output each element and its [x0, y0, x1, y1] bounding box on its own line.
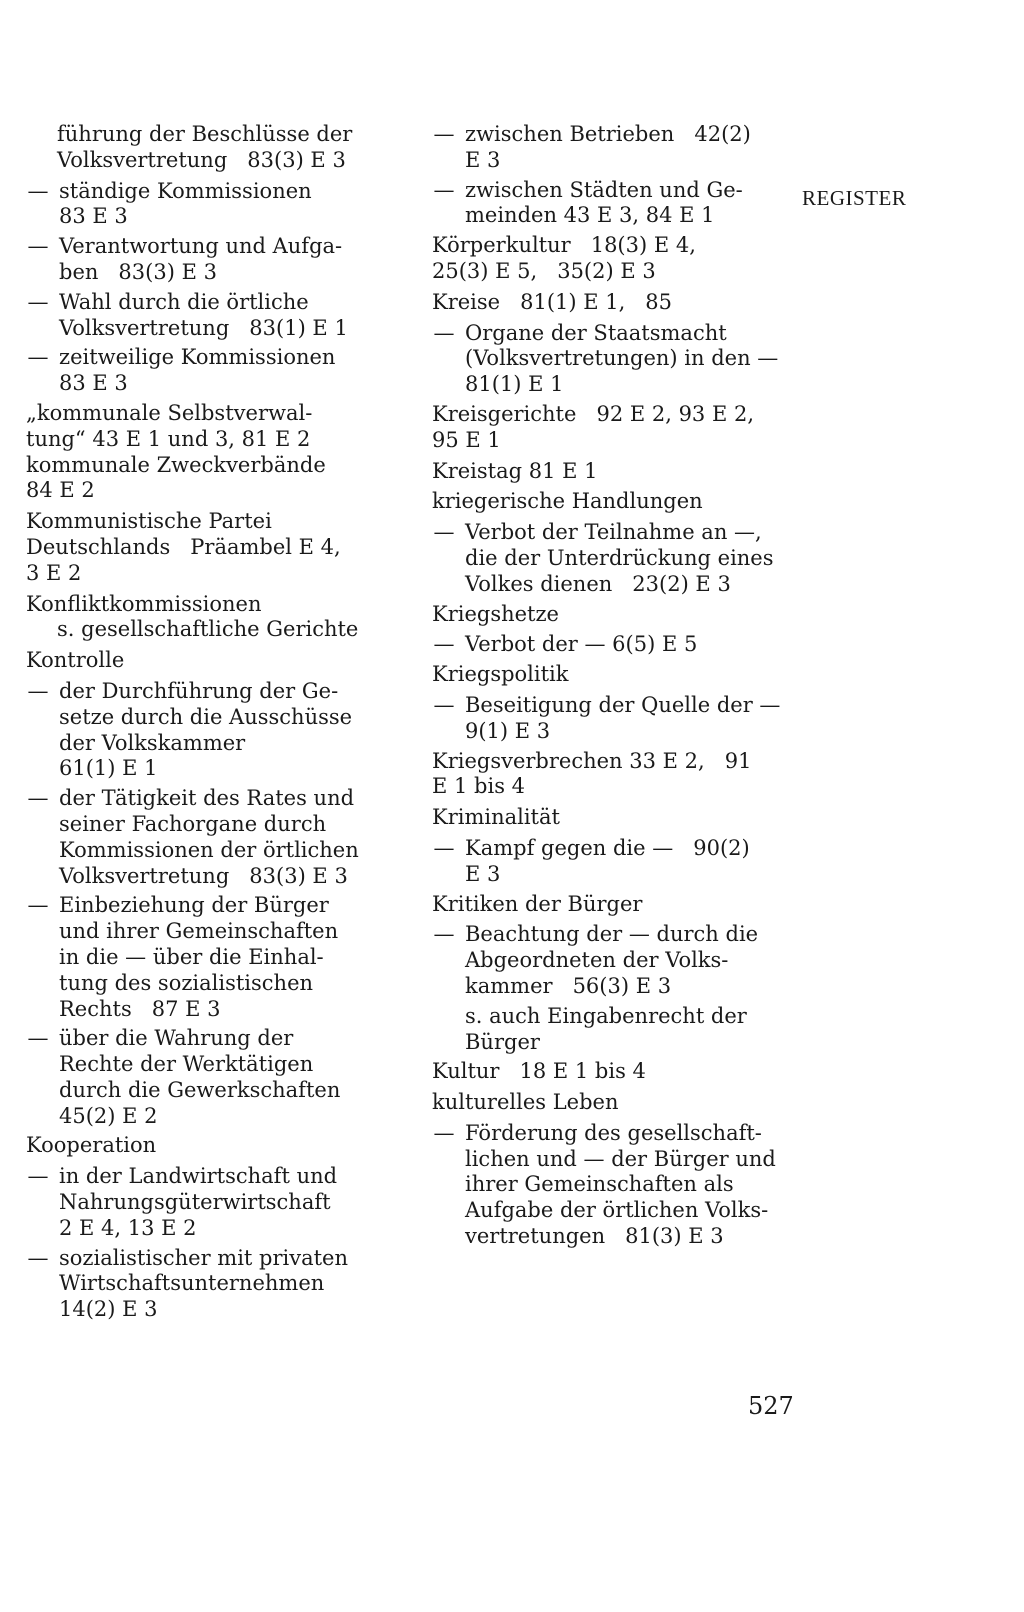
index-line: s. gesellschaftliche Gerichte — [57, 617, 359, 642]
index-term — [432, 1059, 780, 1085]
index-subentry — [26, 234, 378, 286]
index-line: Wirtschaftsunternehmen — [59, 1271, 325, 1296]
index-line: zwischen Städten und Ge- — [465, 177, 743, 202]
index-line: Kriminalität — [432, 805, 560, 830]
index-subentry — [432, 693, 780, 745]
index-line: kommunale Zweckverbände — [26, 452, 326, 477]
index-line: 14(2) E 3 — [59, 1297, 158, 1322]
index-line: zwischen Betrieben 42(2) — [465, 122, 751, 146]
index-line: kulturelles Leben — [432, 1090, 619, 1115]
index-entry — [26, 122, 378, 174]
index-line: in die — über die Einhal- — [59, 944, 324, 969]
index-term — [432, 402, 780, 454]
index-subentry — [26, 1246, 378, 1323]
index-term — [432, 602, 780, 628]
index-line: s. auch Eingabenrecht der — [465, 1003, 747, 1028]
index-subentry — [432, 1121, 780, 1250]
index-line: der Volkskammer — [59, 730, 246, 755]
index-subentry — [26, 1164, 378, 1241]
index-line: Abgeordneten der Volks- — [465, 948, 729, 973]
index-line: Förderung des gesellschaft- — [465, 1120, 762, 1145]
subentry-dash: — — [433, 692, 455, 717]
index-line: die der Unterdrückung eines — [465, 545, 774, 570]
index-column-left — [26, 122, 378, 1327]
index-term — [432, 489, 780, 515]
index-line: Volksvertretung 83(3) E 3 — [59, 863, 348, 888]
index-subentry — [26, 786, 378, 889]
index-line: über die Wahrung der — [59, 1026, 294, 1051]
index-line: Körperkultur 18(3) E 4, — [432, 233, 696, 258]
subentry-dash: — — [27, 893, 49, 918]
index-term — [26, 401, 378, 504]
index-line: ständige Kommissionen — [59, 178, 312, 203]
index-line: Kritiken der Bürger — [432, 891, 643, 916]
index-term — [432, 233, 780, 285]
subentry-dash: — — [433, 177, 455, 202]
index-line: 81(1) E 1 — [465, 372, 564, 397]
subentry-dash: — — [433, 632, 455, 657]
index-entry — [432, 1004, 780, 1056]
index-term — [432, 749, 780, 801]
index-line: der Durchführung der Ge- — [59, 678, 339, 703]
index-line: Wahl durch die örtliche — [59, 289, 309, 314]
index-line: Deutschlands Präambel E 4, — [26, 534, 341, 559]
index-line: meinden 43 E 3, 84 E 1 — [465, 203, 715, 228]
index-subentry — [432, 922, 780, 999]
subentry-dash: — — [433, 922, 455, 947]
index-line: kriegerische Handlungen — [432, 489, 703, 514]
index-subentry — [432, 122, 780, 174]
subentry-dash: — — [27, 1245, 49, 1270]
index-line: (Volksvertretungen) in den — — [465, 346, 779, 371]
index-line: Kreisgerichte 92 E 2, 93 E 2, — [432, 401, 755, 426]
index-subentry — [432, 520, 780, 597]
index-line: Volksvertretung 83(1) E 1 — [59, 315, 348, 340]
index-line: der Tätigkeit des Rates und — [59, 786, 355, 811]
index-line: Einbeziehung der Bürger — [59, 893, 329, 918]
index-line: Verbot der Teilnahme an —, — [465, 520, 762, 545]
index-line: 2 E 4, 13 E 2 — [59, 1215, 197, 1240]
index-line: Kultur 18 E 1 bis 4 — [432, 1059, 646, 1084]
index-line: Kreistag 81 E 1 — [432, 458, 598, 483]
index-subentry — [432, 321, 780, 398]
index-term — [432, 662, 780, 688]
index-subentry — [26, 893, 378, 1022]
index-line: 83 E 3 — [59, 204, 128, 229]
index-subentry — [432, 836, 780, 888]
index-column-right — [432, 122, 780, 1254]
subentry-dash: — — [27, 1026, 49, 1051]
index-line: Kontrolle — [26, 648, 125, 673]
index-line: Aufgabe der örtlichen Volks- — [465, 1198, 769, 1223]
index-line: Organe der Staatsmacht — [465, 320, 727, 345]
subentry-dash: — — [27, 234, 49, 259]
index-line: sozialistischer mit privaten — [59, 1245, 349, 1270]
subentry-dash: — — [27, 178, 49, 203]
index-term — [432, 290, 780, 316]
index-term — [432, 805, 780, 831]
index-line: Rechte der Werktätigen — [59, 1052, 314, 1077]
index-line: 45(2) E 2 — [59, 1103, 158, 1128]
index-line: E 3 — [465, 147, 501, 172]
subentry-dash: — — [27, 678, 49, 703]
index-line: Verbot der — 6(5) E 5 — [465, 632, 698, 657]
index-subentry — [432, 178, 780, 230]
index-line: Volksvertretung 83(3) E 3 — [57, 147, 346, 172]
index-line: 3 E 2 — [26, 560, 82, 585]
index-line: Konfliktkommissionen — [26, 591, 262, 616]
index-term — [26, 1133, 378, 1159]
index-line: Kampf gegen die — 90(2) — [465, 835, 750, 860]
index-term — [26, 648, 378, 674]
index-subentry — [26, 290, 378, 342]
index-line: E 3 — [465, 861, 501, 886]
index-line: Kreise 81(1) E 1, 85 — [432, 289, 673, 314]
index-line: und ihrer Gemeinschaften — [59, 919, 339, 944]
index-subentry — [26, 345, 378, 397]
index-term — [432, 1090, 780, 1116]
index-line: Kooperation — [26, 1133, 157, 1158]
index-line: zeitweilige Kommissionen — [59, 345, 336, 370]
index-line: Beseitigung der Quelle der — — [465, 692, 781, 717]
page-number: 527 — [748, 1392, 794, 1420]
index-line: seiner Fachorgane durch — [59, 811, 327, 836]
index-line: Verantwortung und Aufga- — [59, 234, 343, 259]
index-line: 83 E 3 — [59, 371, 128, 396]
subentry-dash: — — [433, 320, 455, 345]
index-line: Beachtung der — durch die — [465, 922, 759, 947]
index-line: 25(3) E 5, 35(2) E 3 — [432, 258, 656, 283]
index-line: Kriegsverbrechen 33 E 2, 91 — [432, 748, 752, 773]
subentry-dash: — — [27, 786, 49, 811]
subentry-dash: — — [433, 520, 455, 545]
index-line: Kommissionen der örtlichen — [59, 837, 359, 862]
index-line: 9(1) E 3 — [465, 718, 551, 743]
index-line: tung des sozialistischen — [59, 970, 314, 995]
index-line: Nahrungsgüterwirtschaft — [59, 1190, 331, 1215]
index-line: ihrer Gemeinschaften als — [465, 1172, 734, 1197]
subentry-dash: — — [433, 1120, 455, 1145]
index-line: Rechts 87 E 3 — [59, 996, 221, 1021]
index-line: tung“ 43 E 1 und 3, 81 E 2 — [26, 426, 311, 451]
index-line: in der Landwirtschaft und — [59, 1164, 338, 1189]
subentry-dash: — — [27, 1164, 49, 1189]
index-line: E 1 bis 4 — [432, 774, 526, 799]
index-line: Kriegshetze — [432, 601, 559, 626]
index-line: vertretungen 81(3) E 3 — [465, 1224, 724, 1249]
index-term — [26, 509, 378, 586]
subentry-dash: — — [433, 122, 455, 146]
index-term — [26, 592, 378, 644]
subentry-dash: — — [27, 289, 49, 314]
index-line: Kommunistische Partei — [26, 509, 272, 534]
index-line: durch die Gewerkschaften — [59, 1077, 341, 1102]
subentry-dash: — — [27, 345, 49, 370]
index-line: 61(1) E 1 — [59, 756, 158, 781]
index-line: Volkes dienen 23(2) E 3 — [465, 571, 731, 596]
index-line: kammer 56(3) E 3 — [465, 973, 672, 998]
index-line: Kriegspolitik — [432, 662, 569, 687]
index-line: „kommunale Selbstverwal- — [26, 400, 313, 425]
index-term — [432, 459, 780, 485]
index-subentry — [26, 1026, 378, 1129]
subentry-dash: — — [433, 835, 455, 860]
index-term — [432, 892, 780, 918]
index-line: 84 E 2 — [26, 478, 95, 503]
index-line: lichen und — der Bürger und — [465, 1146, 776, 1171]
index-line: 95 E 1 — [432, 427, 501, 452]
index-line: Bürger — [465, 1029, 540, 1054]
index-line: ben 83(3) E 3 — [59, 259, 217, 284]
index-line: führung der Beschlüsse der — [57, 122, 353, 146]
index-subentry — [432, 632, 780, 658]
index-subentry — [26, 679, 378, 782]
index-line: setze durch die Ausschüsse — [59, 704, 353, 729]
register-side-label: REGISTER — [802, 186, 907, 210]
index-subentry — [26, 179, 378, 231]
